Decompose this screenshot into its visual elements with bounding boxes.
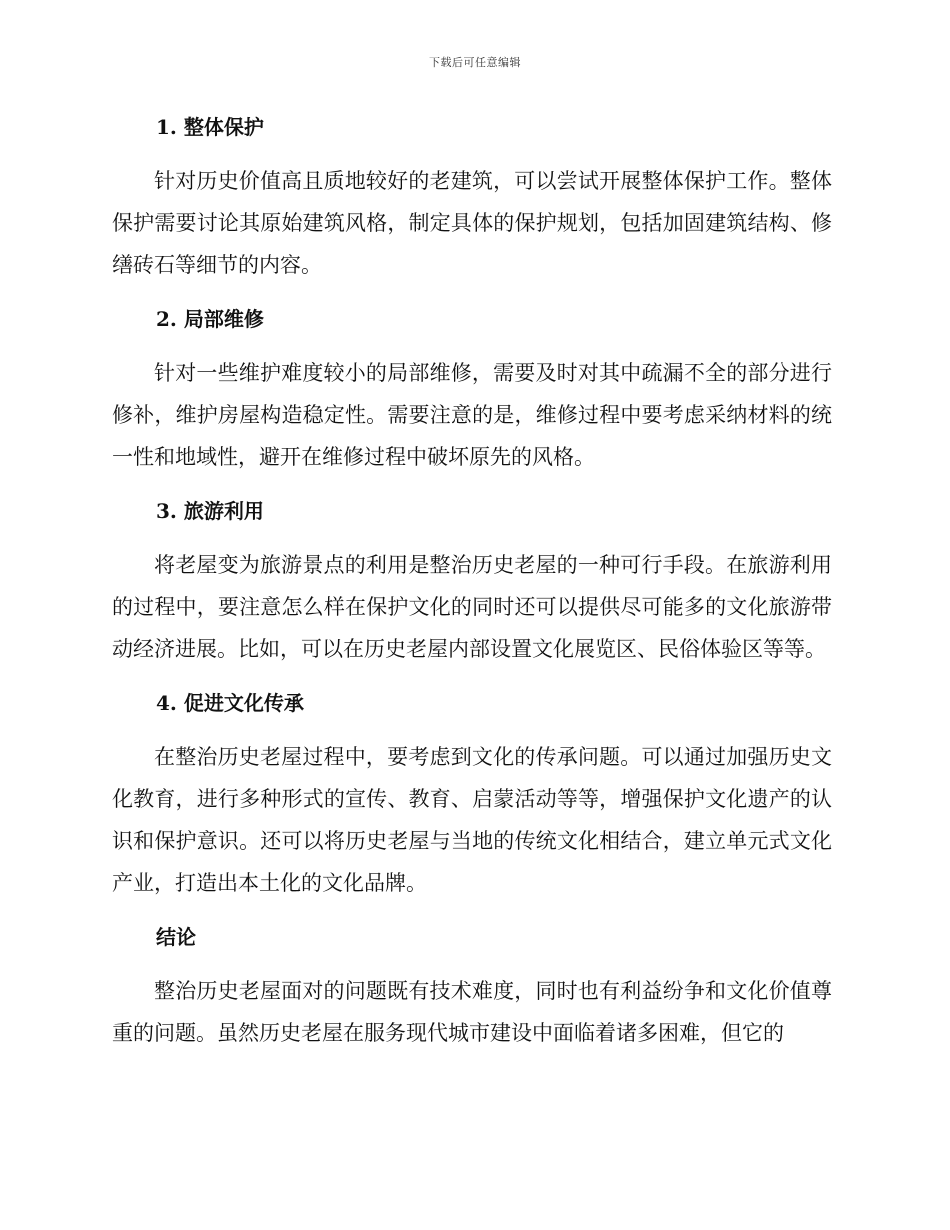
section-paragraph: 将老屋变为旅游景点的利用是整治历史老屋的一种可行手段。在旅游利用的过程中，要注意怎么样在保护文化的同时还可以提供尽可能多的文化旅游带动经济进展。比如，可以在历史老屋内部设置文化展览区、民俗体验区等等。 <box>112 553 832 661</box>
conclusion-heading: 结论 <box>156 925 196 949</box>
section-heading: 4. 促进文化传承 <box>156 691 304 715</box>
page-header: 下载后可任意编辑 <box>429 56 521 69</box>
document-body <box>112 106 832 1054</box>
section-paragraph: 在整治历史老屋过程中，要考虑到文化的传承问题。可以通过加强历史文化教育，进行多种形式的宣传、教育、启蒙活动等等，增强保护文化遗产的认识和保护意识。还可以将历史老屋与当地的传统文化相结合，建立单元式文化产业，打造出本土化的文化品牌。 <box>112 745 832 895</box>
conclusion-paragraph: 整治历史老屋面对的问题既有技术难度，同时也有利益纷争和文化价值尊重的问题。虽然历史老屋在服务现代城市建设中面临着诸多困难，但它的 <box>112 979 832 1045</box>
section-heading: 3. 旅游利用 <box>156 499 264 523</box>
section-heading: 2. 局部维修 <box>156 307 264 331</box>
section-heading: 1. 整体保护 <box>156 115 264 139</box>
section-paragraph: 针对历史价值高且质地较好的老建筑，可以尝试开展整体保护工作。整体保护需要讨论其原始建筑风格，制定具体的保护规划，包括加固建筑结构、修缮砖石等细节的内容。 <box>112 169 832 277</box>
section-paragraph: 针对一些维护难度较小的局部维修，需要及时对其中疏漏不全的部分进行修补，维护房屋构造稳定性。需要注意的是，维修过程中要考虑采纳材料的统一性和地域性，避开在维修过程中破坏原先的风格。 <box>112 361 832 469</box>
